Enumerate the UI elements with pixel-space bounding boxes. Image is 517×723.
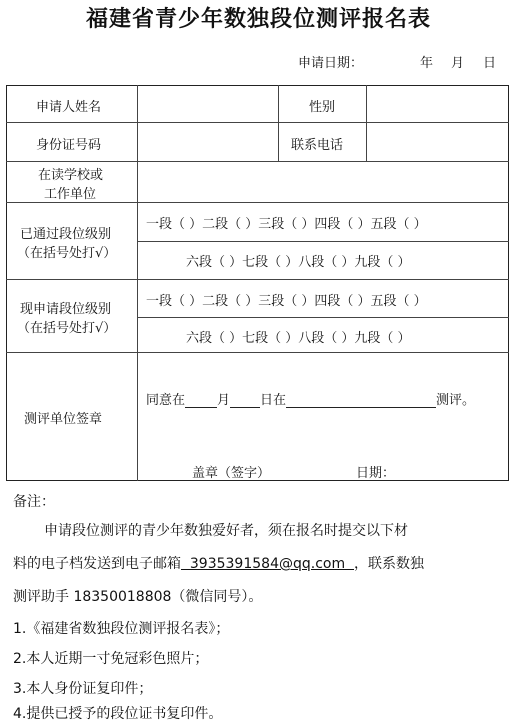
row-divider (6, 352, 509, 353)
consent-text-3: 日在 (260, 393, 287, 408)
notes-paragraph-line2 (13, 553, 424, 573)
consent-text-4: 测评。 (436, 393, 476, 408)
application-date-label: 申请日期： (298, 56, 364, 71)
passed-level-label-line1: 已通过段位级别 (20, 227, 112, 242)
applying-level-label-line1: 现申请段位级别 (20, 302, 112, 317)
row-divider (6, 279, 509, 280)
row-divider (6, 202, 509, 203)
notes-text-after-email: ，联系数独 (354, 556, 424, 572)
gender-field[interactable] (368, 87, 507, 121)
notes-paragraph-line1: 申请段位测评的青少年数独爱好者，须在报名时提交以下材 (44, 523, 408, 539)
page-title: 福建省青少年数独段位测评报名表 (85, 6, 431, 32)
notes-item-3: 3.本人身份证复印件； (13, 681, 153, 697)
applying-levels-row1[interactable]: 一段（ ）二段（ ）三段（ ）四段（ ）五段（ ） (146, 294, 427, 309)
signature-unit-label: 测评单位签章 (24, 412, 103, 427)
row-divider (137, 317, 509, 318)
consent-month-blank[interactable] (185, 392, 217, 408)
date-month-label: 月 (451, 56, 465, 71)
date-day-label: 日 (483, 56, 497, 71)
applying-levels-row2[interactable]: 六段（ ）七段（ ）八段（ ）九段（ ） (186, 331, 411, 346)
notes-item-1: 1.《福建省数独段位测评报名表》； (13, 621, 230, 637)
school-field[interactable] (139, 163, 507, 201)
row-divider (6, 122, 509, 123)
contact-email: 3935391584@qq.com (181, 556, 354, 572)
notes-heading: 备注： (13, 494, 55, 510)
school-label-line1: 在读学校或 (38, 168, 104, 183)
consent-text-2: 月 (217, 393, 231, 408)
consent-day-blank[interactable] (230, 392, 260, 408)
row-divider (137, 241, 509, 242)
stamp-signature-label: 盖章（签字） (192, 466, 271, 481)
row-divider (6, 161, 509, 162)
consent-sentence (146, 389, 475, 408)
date-year-label: 年 (420, 56, 434, 71)
applicant-name-field[interactable] (139, 87, 276, 121)
passed-levels-row1[interactable]: 一段（ ）二段（ ）三段（ ）四段（ ）五段（ ） (146, 217, 427, 232)
notes-text-before-email: 料的电子档发送到电子邮箱 (13, 556, 181, 572)
passed-level-label-line2: （在括号处打√） (17, 246, 117, 261)
notes-item-4: 4.提供已授予的段位证书复印件。 (13, 706, 223, 722)
phone-label: 联系电话 (291, 138, 344, 153)
gender-label: 性别 (309, 100, 336, 115)
phone-field[interactable] (368, 124, 507, 160)
column-divider (137, 85, 138, 481)
passed-levels-row2[interactable]: 六段（ ）七段（ ）八段（ ）九段（ ） (186, 255, 411, 270)
id-number-label: 身份证号码 (36, 138, 102, 153)
sign-date-label: 日期： (356, 466, 396, 481)
column-divider (278, 85, 279, 161)
applicant-name-label: 申请人姓名 (36, 100, 102, 115)
consent-place-blank[interactable] (286, 392, 436, 408)
consent-text-1: 同意在 (146, 393, 186, 408)
column-divider (366, 85, 367, 161)
notes-item-2: 2.本人近期一寸免冠彩色照片； (13, 651, 209, 667)
id-number-field[interactable] (139, 124, 276, 160)
applying-level-label-line2: （在括号处打√） (17, 321, 117, 336)
school-label-line2: 工作单位 (44, 187, 97, 202)
notes-paragraph-line3: 测评助手 18350018808（微信同号）。 (13, 589, 263, 605)
